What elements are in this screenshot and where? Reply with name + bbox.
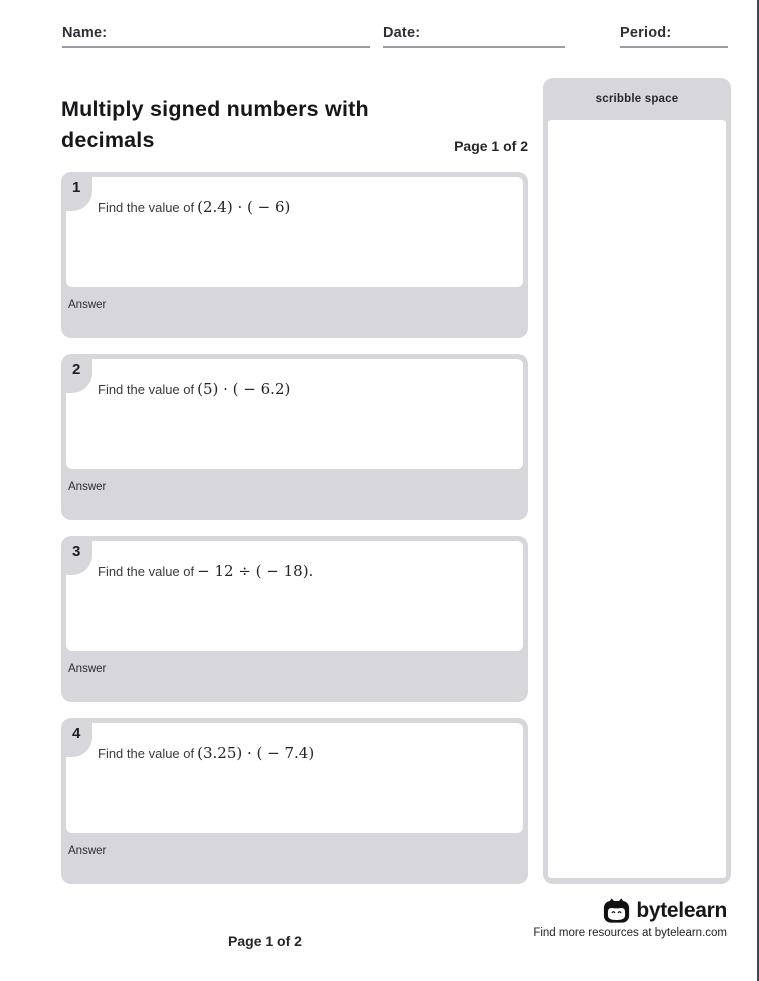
brand-name: bytelearn [636, 898, 727, 922]
question-number: 1 [72, 179, 81, 196]
answer-area[interactable] [61, 287, 528, 338]
scribble-space-area[interactable] [548, 120, 726, 878]
answer-label: Answer [68, 299, 107, 311]
question-text [66, 359, 523, 399]
page-indicator-top: Page 1 of 2 [454, 138, 528, 154]
bytelearn-brand-block [533, 897, 727, 939]
scribble-space-label: scribble space [595, 93, 679, 105]
question-prefix: Find the value of [98, 746, 195, 761]
question-card-4 [61, 718, 528, 884]
answer-label: Answer [68, 845, 107, 857]
footer-page-indicator: Page 1 of 2 [228, 933, 302, 949]
page-title: Multiply signed numbers with decimals [61, 97, 369, 152]
question-text [66, 177, 523, 217]
period-field[interactable] [620, 24, 728, 48]
answer-area[interactable] [61, 833, 528, 884]
scribble-space [543, 78, 731, 884]
bytelearn-cat-mascot-icon [602, 897, 631, 924]
question-text [66, 723, 523, 763]
date-field[interactable] [383, 24, 565, 48]
answer-area[interactable] [61, 651, 528, 702]
question-expression: − 12 ÷ ( − 18). [197, 562, 314, 580]
question-prefix: Find the value of [98, 564, 195, 579]
answer-area[interactable] [61, 469, 528, 520]
question-prefix: Find the value of [98, 200, 195, 215]
question-card-1 [61, 172, 528, 338]
question-body [66, 541, 523, 651]
title-row [61, 84, 528, 156]
question-prefix: Find the value of [98, 382, 195, 397]
name-label: Name: [62, 25, 108, 41]
answer-label: Answer [68, 481, 107, 493]
date-label: Date: [383, 25, 421, 41]
question-number: 4 [72, 725, 81, 742]
question-card-2 [61, 354, 528, 520]
questions-column [61, 84, 528, 900]
question-body [66, 359, 523, 469]
name-field[interactable] [62, 24, 370, 48]
question-number: 2 [72, 361, 81, 378]
question-expression: (2.4) · ( − 6) [197, 198, 291, 216]
answer-label: Answer [68, 663, 107, 675]
question-expression: (3.25) · ( − 7.4) [197, 744, 315, 762]
question-body [66, 723, 523, 833]
brand-tagline: Find more resources at bytelearn.com [533, 927, 727, 939]
question-card-3 [61, 536, 528, 702]
question-text [66, 541, 523, 581]
question-expression: (5) · ( − 6.2) [197, 380, 291, 398]
question-number: 3 [72, 543, 81, 560]
bytelearn-logo [602, 897, 727, 924]
question-body [66, 177, 523, 287]
period-label: Period: [620, 25, 672, 41]
